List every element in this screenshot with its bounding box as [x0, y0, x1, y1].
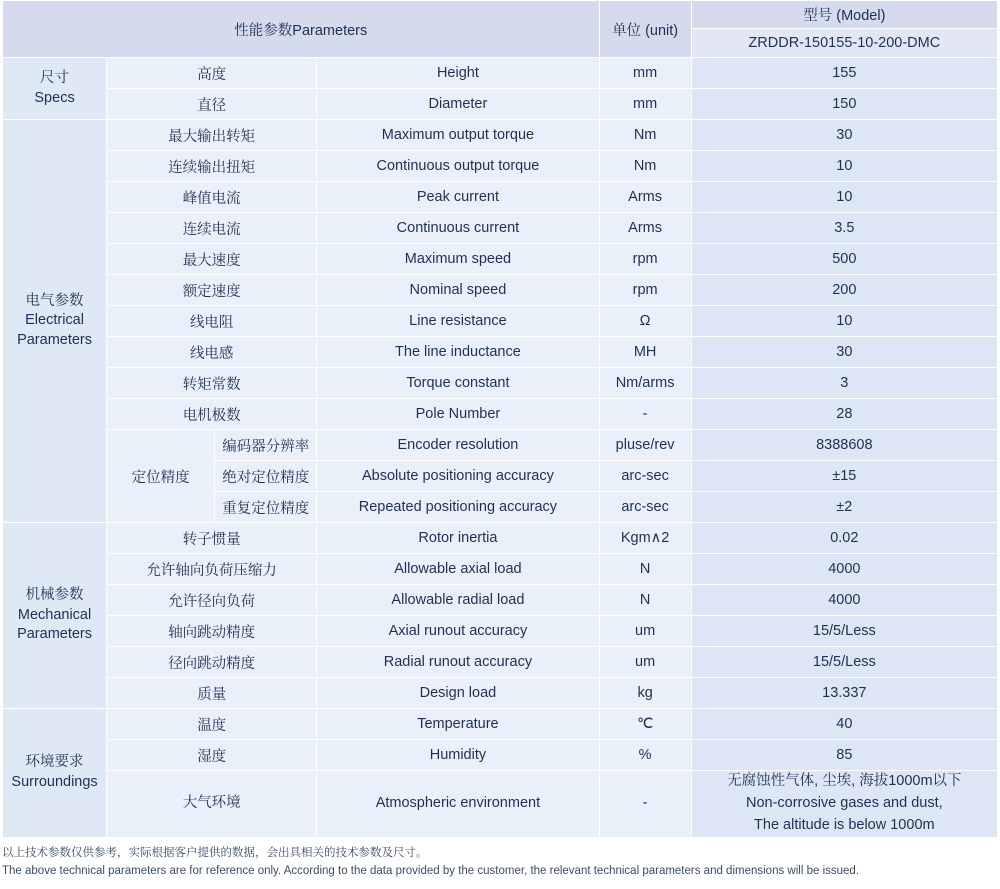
group-mechanical: [3, 523, 107, 709]
footnote-cn: 以上技术参数仅供参考，实际根据客户提供的数据，会出具相关的技术参数及尺寸。: [2, 847, 428, 859]
atmosphere-line-2: Non-corrosive gases and dust,: [745, 795, 943, 812]
group-surroundings: [3, 709, 107, 838]
row-label-cn: 湿度: [107, 740, 317, 771]
row-unit: arc-sec: [599, 492, 691, 523]
table-row: [3, 306, 998, 337]
table-row: [3, 709, 998, 740]
table-row: [3, 585, 998, 616]
row-label-cn: 转矩常数: [107, 368, 317, 399]
table-row: [3, 275, 998, 306]
row-label-cn: 高度: [107, 58, 317, 89]
row-label-cn: 径向跳动精度: [107, 647, 317, 678]
row-label-cn: 转子惯量: [107, 523, 317, 554]
row-value: 30: [691, 337, 997, 368]
row-label-cn: 电机极数: [107, 399, 317, 430]
row-label-en: Nominal speed: [317, 275, 599, 306]
row-label-en: Peak current: [317, 182, 599, 213]
row-label-cn: 额定速度: [107, 275, 317, 306]
row-label-en: Rotor inertia: [317, 523, 599, 554]
row-label-cn: 直径: [107, 89, 317, 120]
table-row: [3, 740, 998, 771]
row-value: 3.5: [691, 213, 997, 244]
row-unit: Kgm∧2: [599, 523, 691, 554]
group-surroundings-en: Surroundings: [11, 774, 98, 790]
table-row: [3, 182, 998, 213]
group-electrical: [3, 120, 107, 523]
group-mechanical-cn: 机械参数: [25, 587, 84, 604]
row-unit: N: [599, 585, 691, 616]
group-electrical-en-1: Electrical: [25, 312, 84, 329]
row-unit: rpm: [599, 275, 691, 306]
row-label-en: Diameter: [317, 89, 599, 120]
row-unit: um: [599, 647, 691, 678]
row-label-en: Allowable axial load: [317, 554, 599, 585]
row-label-en: Atmospheric environment: [317, 771, 599, 838]
row-value: 15/5/Less: [691, 647, 997, 678]
row-label-cn: 最大输出转矩: [107, 120, 317, 151]
row-value: 30: [691, 120, 997, 151]
row-value: 15/5/Less: [691, 616, 997, 647]
row-value: 28: [691, 399, 997, 430]
table-row: [3, 647, 998, 678]
group-electrical-cn: 电气参数: [25, 292, 84, 309]
atmosphere-line-3: The altitude is below 1000m: [754, 816, 935, 833]
row-unit: mm: [599, 89, 691, 120]
row-label-en: Design load: [317, 678, 599, 709]
header-model-value: ZRDDR-150155-10-200-DMC: [691, 29, 997, 58]
row-value: 4000: [691, 585, 997, 616]
row-label-cn: 线电阻: [107, 306, 317, 337]
table-row: [3, 58, 998, 89]
row-value: 150: [691, 89, 997, 120]
row-label-cn: 线电感: [107, 337, 317, 368]
footnotes: [2, 845, 998, 881]
table-row: [3, 337, 998, 368]
group-specs-cn: 尺寸: [40, 69, 70, 86]
table-row: [3, 616, 998, 647]
row-label-cn: 大气环境: [107, 771, 317, 838]
row-unit: Nm: [599, 151, 691, 182]
subgroup-positioning-accuracy: 定位精度: [107, 430, 215, 523]
row-label-cn: 最大速度: [107, 244, 317, 275]
row-value: 3: [691, 368, 997, 399]
row-label-cn: 质量: [107, 678, 317, 709]
footnote-en: The above technical parameters are for reference only. According to the data provided by the customer, the relevant technical parameters and dimensions will be issued.: [2, 864, 860, 877]
row-unit: %: [599, 740, 691, 771]
row-unit: um: [599, 616, 691, 647]
row-value: ±15: [691, 461, 997, 492]
table-row: [3, 368, 998, 399]
row-label-en: Encoder resolution: [317, 430, 599, 461]
row-label-en: Temperature: [317, 709, 599, 740]
row-label-en: Maximum speed: [317, 244, 599, 275]
row-value: 200: [691, 275, 997, 306]
row-label-cn: 允许径向负荷: [107, 585, 317, 616]
group-surroundings-cn: 环境要求: [25, 754, 84, 771]
row-label-en: Humidity: [317, 740, 599, 771]
header-parameters: 性能参数Parameters: [3, 1, 600, 58]
row-unit: mm: [599, 58, 691, 89]
row-value: 85: [691, 740, 997, 771]
row-value: 500: [691, 244, 997, 275]
row-label-en: Maximum output torque: [317, 120, 599, 151]
header-unit: 单位 (unit): [599, 1, 691, 58]
row-label-cn: 温度: [107, 709, 317, 740]
row-label-cn: 重复定位精度: [215, 492, 317, 523]
group-electrical-en-2: Parameters: [17, 331, 93, 348]
row-value: 10: [691, 151, 997, 182]
row-label-en: Radial runout accuracy: [317, 647, 599, 678]
row-label-cn: 编码器分辨率: [215, 430, 317, 461]
table-row: [3, 430, 998, 461]
table-header-row: [3, 1, 998, 29]
row-label-cn: 绝对定位精度: [215, 461, 317, 492]
row-value: 10: [691, 306, 997, 337]
row-label-en: Pole Number: [317, 399, 599, 430]
atmosphere-line-1: 无腐蚀性气体, 尘埃, 海拔1000m以下: [727, 773, 962, 790]
row-unit: MH: [599, 337, 691, 368]
row-unit: Nm/arms: [599, 368, 691, 399]
row-label-cn: 轴向跳动精度: [107, 616, 317, 647]
row-unit: Arms: [599, 182, 691, 213]
table-row: [3, 399, 998, 430]
row-unit: rpm: [599, 244, 691, 275]
row-label-en: The line inductance: [317, 337, 599, 368]
table-row: [3, 771, 998, 838]
row-label-cn: 允许轴向负荷压缩力: [107, 554, 317, 585]
table-row: [3, 554, 998, 585]
table-row: [3, 151, 998, 182]
row-label-en: Continuous current: [317, 213, 599, 244]
table-row: [3, 120, 998, 151]
row-unit: Nm: [599, 120, 691, 151]
row-label-en: Continuous output torque: [317, 151, 599, 182]
row-value: 0.02: [691, 523, 997, 554]
row-label-cn: 峰值电流: [107, 182, 317, 213]
row-value: 8388608: [691, 430, 997, 461]
row-value: 4000: [691, 554, 997, 585]
row-label-en: Allowable radial load: [317, 585, 599, 616]
row-unit: N: [599, 554, 691, 585]
row-value: 10: [691, 182, 997, 213]
row-unit: Arms: [599, 213, 691, 244]
group-specs: [3, 58, 107, 120]
table-row: [3, 678, 998, 709]
row-unit: ℃: [599, 709, 691, 740]
row-unit: kg: [599, 678, 691, 709]
row-value: 155: [691, 58, 997, 89]
specification-table: [2, 0, 998, 838]
row-label-en: Absolute positioning accuracy: [317, 461, 599, 492]
row-value-atmosphere: [691, 771, 997, 838]
row-label-en: Height: [317, 58, 599, 89]
row-label-en: Torque constant: [317, 368, 599, 399]
table-row: [3, 89, 998, 120]
table-row: [3, 523, 998, 554]
row-unit: -: [599, 399, 691, 430]
header-model-label: 型号 (Model): [691, 1, 997, 29]
row-label-cn: 连续输出扭矩: [107, 151, 317, 182]
table-row: [3, 213, 998, 244]
group-mechanical-en-2: Parameters: [17, 626, 93, 643]
row-label-en: Repeated positioning accuracy: [317, 492, 599, 523]
group-mechanical-en-1: Mechanical: [17, 606, 92, 623]
row-label-en: Axial runout accuracy: [317, 616, 599, 647]
row-value: 40: [691, 709, 997, 740]
row-value: ±2: [691, 492, 997, 523]
row-value: 13.337: [691, 678, 997, 709]
group-specs-en: Specs: [34, 89, 75, 106]
table-row: [3, 244, 998, 275]
row-unit: -: [599, 771, 691, 838]
row-label-cn: 连续电流: [107, 213, 317, 244]
row-unit: arc-sec: [599, 461, 691, 492]
row-unit: Ω: [599, 306, 691, 337]
row-unit: pluse/rev: [599, 430, 691, 461]
row-label-en: Line resistance: [317, 306, 599, 337]
